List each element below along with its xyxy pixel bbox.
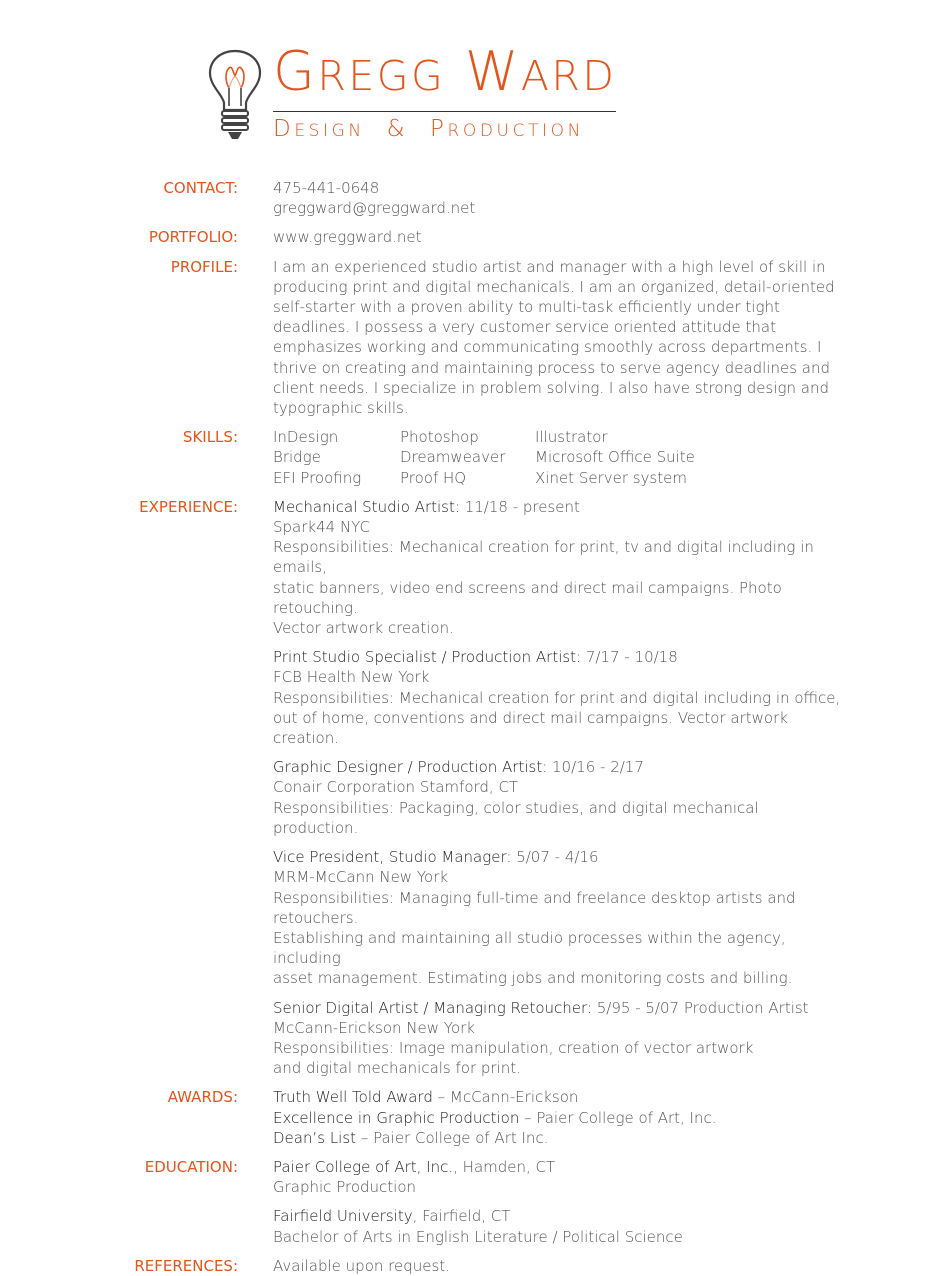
job-entry (273, 998, 845, 1079)
skill-item: InDesign (273, 428, 339, 447)
email-link[interactable]: greggward@greggward.net (273, 199, 476, 218)
job-entry (273, 757, 845, 838)
profile-section (0, 257, 950, 419)
skill-item: Photoshop (400, 428, 479, 447)
job-company: McCann-Erickson New York (273, 1018, 475, 1037)
job-responsibilities: Responsibilities: Managing full-time and freelance desktop artists and retouchers. (273, 888, 796, 927)
section-label-contact: CONTACT: (163, 179, 238, 197)
job-responsibilities: Establishing and maintaining all studio processes within the agency, including (273, 928, 786, 968)
skill-item: EFI Proofing (273, 468, 362, 487)
job-title: Vice President, Studio Manager: (273, 848, 512, 867)
job-responsibilities: and digital mechanicals for print. (273, 1059, 521, 1078)
skill-item: Xinet Server system (535, 468, 688, 487)
job-responsibilities: Vector artwork creation. (273, 619, 454, 638)
job-company: FCB Health New York (273, 668, 430, 687)
job-entry (273, 497, 845, 638)
header-divider (273, 111, 616, 112)
school-name: Fairfield University (273, 1207, 413, 1226)
school-location: , Hamden, CT (453, 1157, 556, 1176)
references-text: Available upon request. (273, 1256, 450, 1275)
profile-text: I am an experienced studio artist and manager with a high level of skill in producing print and digital mechanicals. I am an organized, detail-oriented self-starter with a proven ability to multi-task efficiently under tight deadlines. I possess a very customer service oriented attitude that emphasizes working and communicating smoothly across departments. I thrive on creating and maintaining process to serve agency deadlines and client needs. I specialize in problem solving. I also have strong design and typographic skills. (273, 257, 835, 418)
resume-body (0, 178, 950, 1276)
name-title: GREGG WARD (273, 40, 617, 103)
award-item: Excellence in Graphic Production – Paier College of Art, Inc. (273, 1108, 717, 1127)
award-item: Dean’s List – Paier College of Art Inc. (273, 1128, 549, 1147)
section-label-education: EDUCATION: (144, 1157, 238, 1176)
job-dates: 7/17 - 10/18 (581, 648, 678, 667)
job-responsibilities: Responsibilities: Mechanical creation for print and digital including in office, (273, 688, 841, 707)
job-title: Mechanical Studio Artist: (273, 497, 460, 516)
education-entry (273, 1157, 845, 1197)
skill-item: Proof HQ (400, 468, 467, 487)
section-label-experience: EXPERIENCE: (139, 497, 238, 516)
job-company: MRM-McCann New York (273, 868, 449, 887)
skills-grid (273, 427, 845, 488)
job-responsibilities: Responsibilities: Packaging, color studies, and digital mechanical production. (273, 798, 759, 837)
references-section (0, 1256, 950, 1276)
education-entry (273, 1206, 845, 1246)
section-label-awards: AWARDS: (167, 1088, 238, 1107)
job-responsibilities: static banners, video end screens and direct mail campaigns. Photo retouching. (273, 578, 782, 617)
job-responsibilities: asset management. Estimating jobs and monitoring costs and billing. (273, 969, 793, 988)
award-item: Truth Well Told Award – McCann-Erickson (273, 1088, 579, 1107)
job-responsibilities: out of home, conventions and direct mail campaigns. Vector artwork creation. (273, 708, 788, 748)
education-section (0, 1157, 950, 1247)
experience-section (0, 497, 950, 1078)
job-dates: 10/16 - 2/17 (547, 758, 644, 777)
job-title: Senior Digital Artist / Managing Retoucher: (273, 998, 592, 1017)
portfolio-section (0, 227, 950, 247)
job-title: Print Studio Specialist / Production Artist: (273, 648, 582, 667)
school-name: Paier College of Art, Inc. (273, 1157, 454, 1176)
job-responsibilities: Responsibilities: Image manipulation, creation of vector artwork (273, 1038, 754, 1057)
skills-section (0, 427, 950, 488)
degree: Graphic Production (273, 1178, 416, 1197)
section-label-skills: SKILLS: (182, 428, 238, 447)
job-dates: 11/18 - present (459, 497, 580, 516)
skill-item: Bridge (273, 448, 321, 467)
job-company: Conair Corporation Stamford, CT (273, 778, 519, 797)
job-entry (273, 647, 845, 748)
lightbulb-icon (207, 48, 263, 142)
phone-number[interactable]: 475-441-0648 (273, 179, 380, 197)
job-entry (273, 847, 845, 988)
portfolio-link[interactable]: www.greggward.net (273, 228, 422, 247)
school-location: , Fairfield, CT (412, 1207, 511, 1226)
job-responsibilities: Responsibilities: Mechanical creation for print, tv and digital including in emails, (273, 538, 814, 577)
job-dates: 5/07 - 4/16 (511, 848, 599, 867)
skill-item: Illustrator (535, 428, 608, 447)
awards-section (0, 1087, 950, 1148)
tagline: DESIGN & PRODUCTION (273, 116, 584, 142)
section-label-references: REFERENCES: (134, 1256, 238, 1275)
section-label-portfolio: PORTFOLIO: (148, 228, 238, 247)
skill-item: Microsoft Office Suite (535, 448, 695, 467)
header-logo (207, 40, 627, 145)
contact-section (0, 178, 950, 218)
job-company: Spark44 NYC (273, 518, 370, 537)
job-dates: 5/95 - 5/07 Production Artist (591, 998, 809, 1017)
job-title: Graphic Designer / Production Artist: (273, 758, 548, 777)
degree: Bachelor of Arts in English Literature / Political Science (273, 1227, 683, 1246)
skill-item: Dreamweaver (400, 448, 506, 467)
section-label-profile: PROFILE: (170, 257, 238, 276)
